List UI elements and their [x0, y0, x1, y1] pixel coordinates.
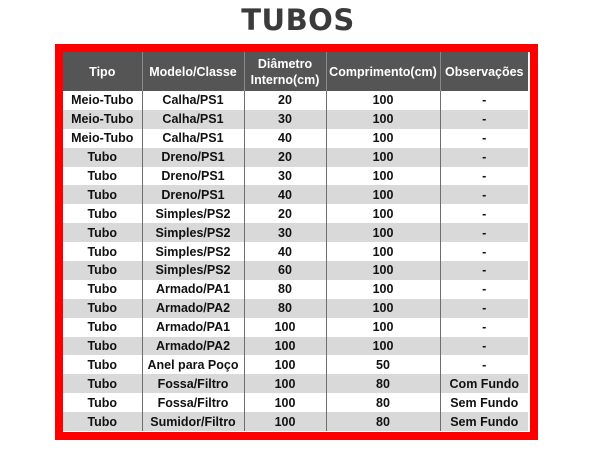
cell-observacoes: -: [440, 129, 528, 148]
cell-comprimento: 80: [326, 374, 440, 393]
cell-modelo-classe: Calha/PS1: [142, 91, 244, 110]
cell-modelo-classe: Armado/PA1: [142, 318, 244, 337]
cell-comprimento: 100: [326, 204, 440, 223]
cell-comprimento: 100: [326, 110, 440, 129]
cell-modelo-classe: Fossa/Filtro: [142, 393, 244, 412]
cell-comprimento: 100: [326, 261, 440, 280]
cell-comprimento: 100: [326, 129, 440, 148]
cell-diametro: 100: [244, 412, 326, 431]
cell-tipo: Tubo: [63, 393, 142, 412]
table-row: [63, 204, 528, 223]
table-row: [63, 412, 528, 431]
cell-diametro: 100: [244, 393, 326, 412]
cell-modelo-classe: Anel para Poço: [142, 355, 244, 374]
cell-diametro: 100: [244, 337, 326, 356]
cell-tipo: Tubo: [63, 337, 142, 356]
header-diametro-line1: Diâmetro: [257, 56, 313, 71]
cell-observacoes: -: [440, 167, 528, 186]
tubos-table: [63, 52, 528, 431]
table-row: [63, 223, 528, 242]
header-diametro-line2: Interno(cm): [250, 72, 320, 87]
cell-observacoes: Sem Fundo: [440, 393, 528, 412]
cell-modelo-classe: Simples/PS2: [142, 261, 244, 280]
cell-comprimento: 100: [326, 299, 440, 318]
cell-observacoes: -: [440, 318, 528, 337]
cell-observacoes: -: [440, 280, 528, 299]
cell-tipo: Tubo: [63, 223, 142, 242]
cell-comprimento: 100: [326, 318, 440, 337]
cell-comprimento: 80: [326, 412, 440, 431]
cell-modelo-classe: Armado/PA2: [142, 337, 244, 356]
cell-comprimento: 100: [326, 280, 440, 299]
cell-comprimento: 50: [326, 355, 440, 374]
cell-observacoes: -: [440, 91, 528, 110]
table-row: [63, 242, 528, 261]
cell-diametro: 100: [244, 318, 326, 337]
table-row: [63, 393, 528, 412]
cell-diametro: 100: [244, 374, 326, 393]
page-title: TUBOS: [241, 3, 355, 37]
cell-diametro: 20: [244, 148, 326, 167]
header-diametro-interno: [244, 52, 326, 91]
cell-diametro: 20: [244, 91, 326, 110]
cell-tipo: Tubo: [63, 167, 142, 186]
table-row: [63, 110, 528, 129]
cell-modelo-classe: Simples/PS2: [142, 204, 244, 223]
cell-diametro: 40: [244, 185, 326, 204]
cell-comprimento: 80: [326, 393, 440, 412]
cell-tipo: Tubo: [63, 412, 142, 431]
cell-observacoes: -: [440, 299, 528, 318]
table-row: [63, 148, 528, 167]
cell-diametro: 40: [244, 242, 326, 261]
cell-tipo: Meio-Tubo: [63, 129, 142, 148]
table-row: [63, 261, 528, 280]
cell-observacoes: -: [440, 223, 528, 242]
cell-tipo: Meio-Tubo: [63, 91, 142, 110]
table-row: [63, 374, 528, 393]
cell-observacoes: -: [440, 337, 528, 356]
cell-observacoes: -: [440, 185, 528, 204]
cell-modelo-classe: Armado/PA2: [142, 299, 244, 318]
header-comprimento: Comprimento(cm): [326, 52, 440, 91]
table-row: [63, 318, 528, 337]
cell-tipo: Tubo: [63, 355, 142, 374]
cell-comprimento: 100: [326, 91, 440, 110]
table-row: [63, 129, 528, 148]
cell-modelo-classe: Calha/PS1: [142, 110, 244, 129]
cell-tipo: Meio-Tubo: [63, 110, 142, 129]
cell-diametro: 30: [244, 223, 326, 242]
cell-modelo-classe: Sumidor/Filtro: [142, 412, 244, 431]
header-modelo-classe: Modelo/Classe: [142, 52, 244, 91]
cell-diametro: 30: [244, 167, 326, 186]
cell-comprimento: 100: [326, 185, 440, 204]
cell-tipo: Tubo: [63, 204, 142, 223]
cell-modelo-classe: Fossa/Filtro: [142, 374, 244, 393]
cell-modelo-classe: Dreno/PS1: [142, 148, 244, 167]
cell-modelo-classe: Simples/PS2: [142, 242, 244, 261]
cell-observacoes: -: [440, 261, 528, 280]
cell-observacoes: -: [440, 242, 528, 261]
cell-modelo-classe: Simples/PS2: [142, 223, 244, 242]
cell-diametro: 80: [244, 299, 326, 318]
cell-comprimento: 100: [326, 223, 440, 242]
cell-modelo-classe: Armado/PA1: [142, 280, 244, 299]
table-row: [63, 167, 528, 186]
cell-observacoes: -: [440, 148, 528, 167]
cell-observacoes: Sem Fundo: [440, 412, 528, 431]
table-row: [63, 337, 528, 356]
table-header: [63, 52, 528, 91]
table-row: [63, 299, 528, 318]
cell-diametro: 40: [244, 129, 326, 148]
table-row: [63, 280, 528, 299]
cell-tipo: Tubo: [63, 261, 142, 280]
header-tipo: Tipo: [63, 52, 142, 91]
cell-diametro: 80: [244, 280, 326, 299]
table-body: [63, 91, 528, 431]
cell-tipo: Tubo: [63, 185, 142, 204]
cell-observacoes: Com Fundo: [440, 374, 528, 393]
cell-tipo: Tubo: [63, 374, 142, 393]
cell-comprimento: 100: [326, 148, 440, 167]
cell-observacoes: -: [440, 204, 528, 223]
cell-diametro: 100: [244, 355, 326, 374]
cell-diametro: 20: [244, 204, 326, 223]
cell-diametro: 30: [244, 110, 326, 129]
header-row: [63, 52, 528, 91]
cell-tipo: Tubo: [63, 280, 142, 299]
cell-tipo: Tubo: [63, 318, 142, 337]
cell-modelo-classe: Dreno/PS1: [142, 167, 244, 186]
cell-modelo-classe: Calha/PS1: [142, 129, 244, 148]
cell-comprimento: 100: [326, 167, 440, 186]
cell-tipo: Tubo: [63, 242, 142, 261]
cell-modelo-classe: Dreno/PS1: [142, 185, 244, 204]
cell-comprimento: 100: [326, 242, 440, 261]
cell-diametro: 60: [244, 261, 326, 280]
cell-observacoes: -: [440, 110, 528, 129]
cell-comprimento: 100: [326, 337, 440, 356]
header-observacoes: Observações: [440, 52, 528, 91]
table-row: [63, 185, 528, 204]
cell-tipo: Tubo: [63, 148, 142, 167]
cell-tipo: Tubo: [63, 299, 142, 318]
table-row: [63, 91, 528, 110]
table-frame: [55, 44, 538, 440]
cell-observacoes: -: [440, 355, 528, 374]
table-row: [63, 355, 528, 374]
